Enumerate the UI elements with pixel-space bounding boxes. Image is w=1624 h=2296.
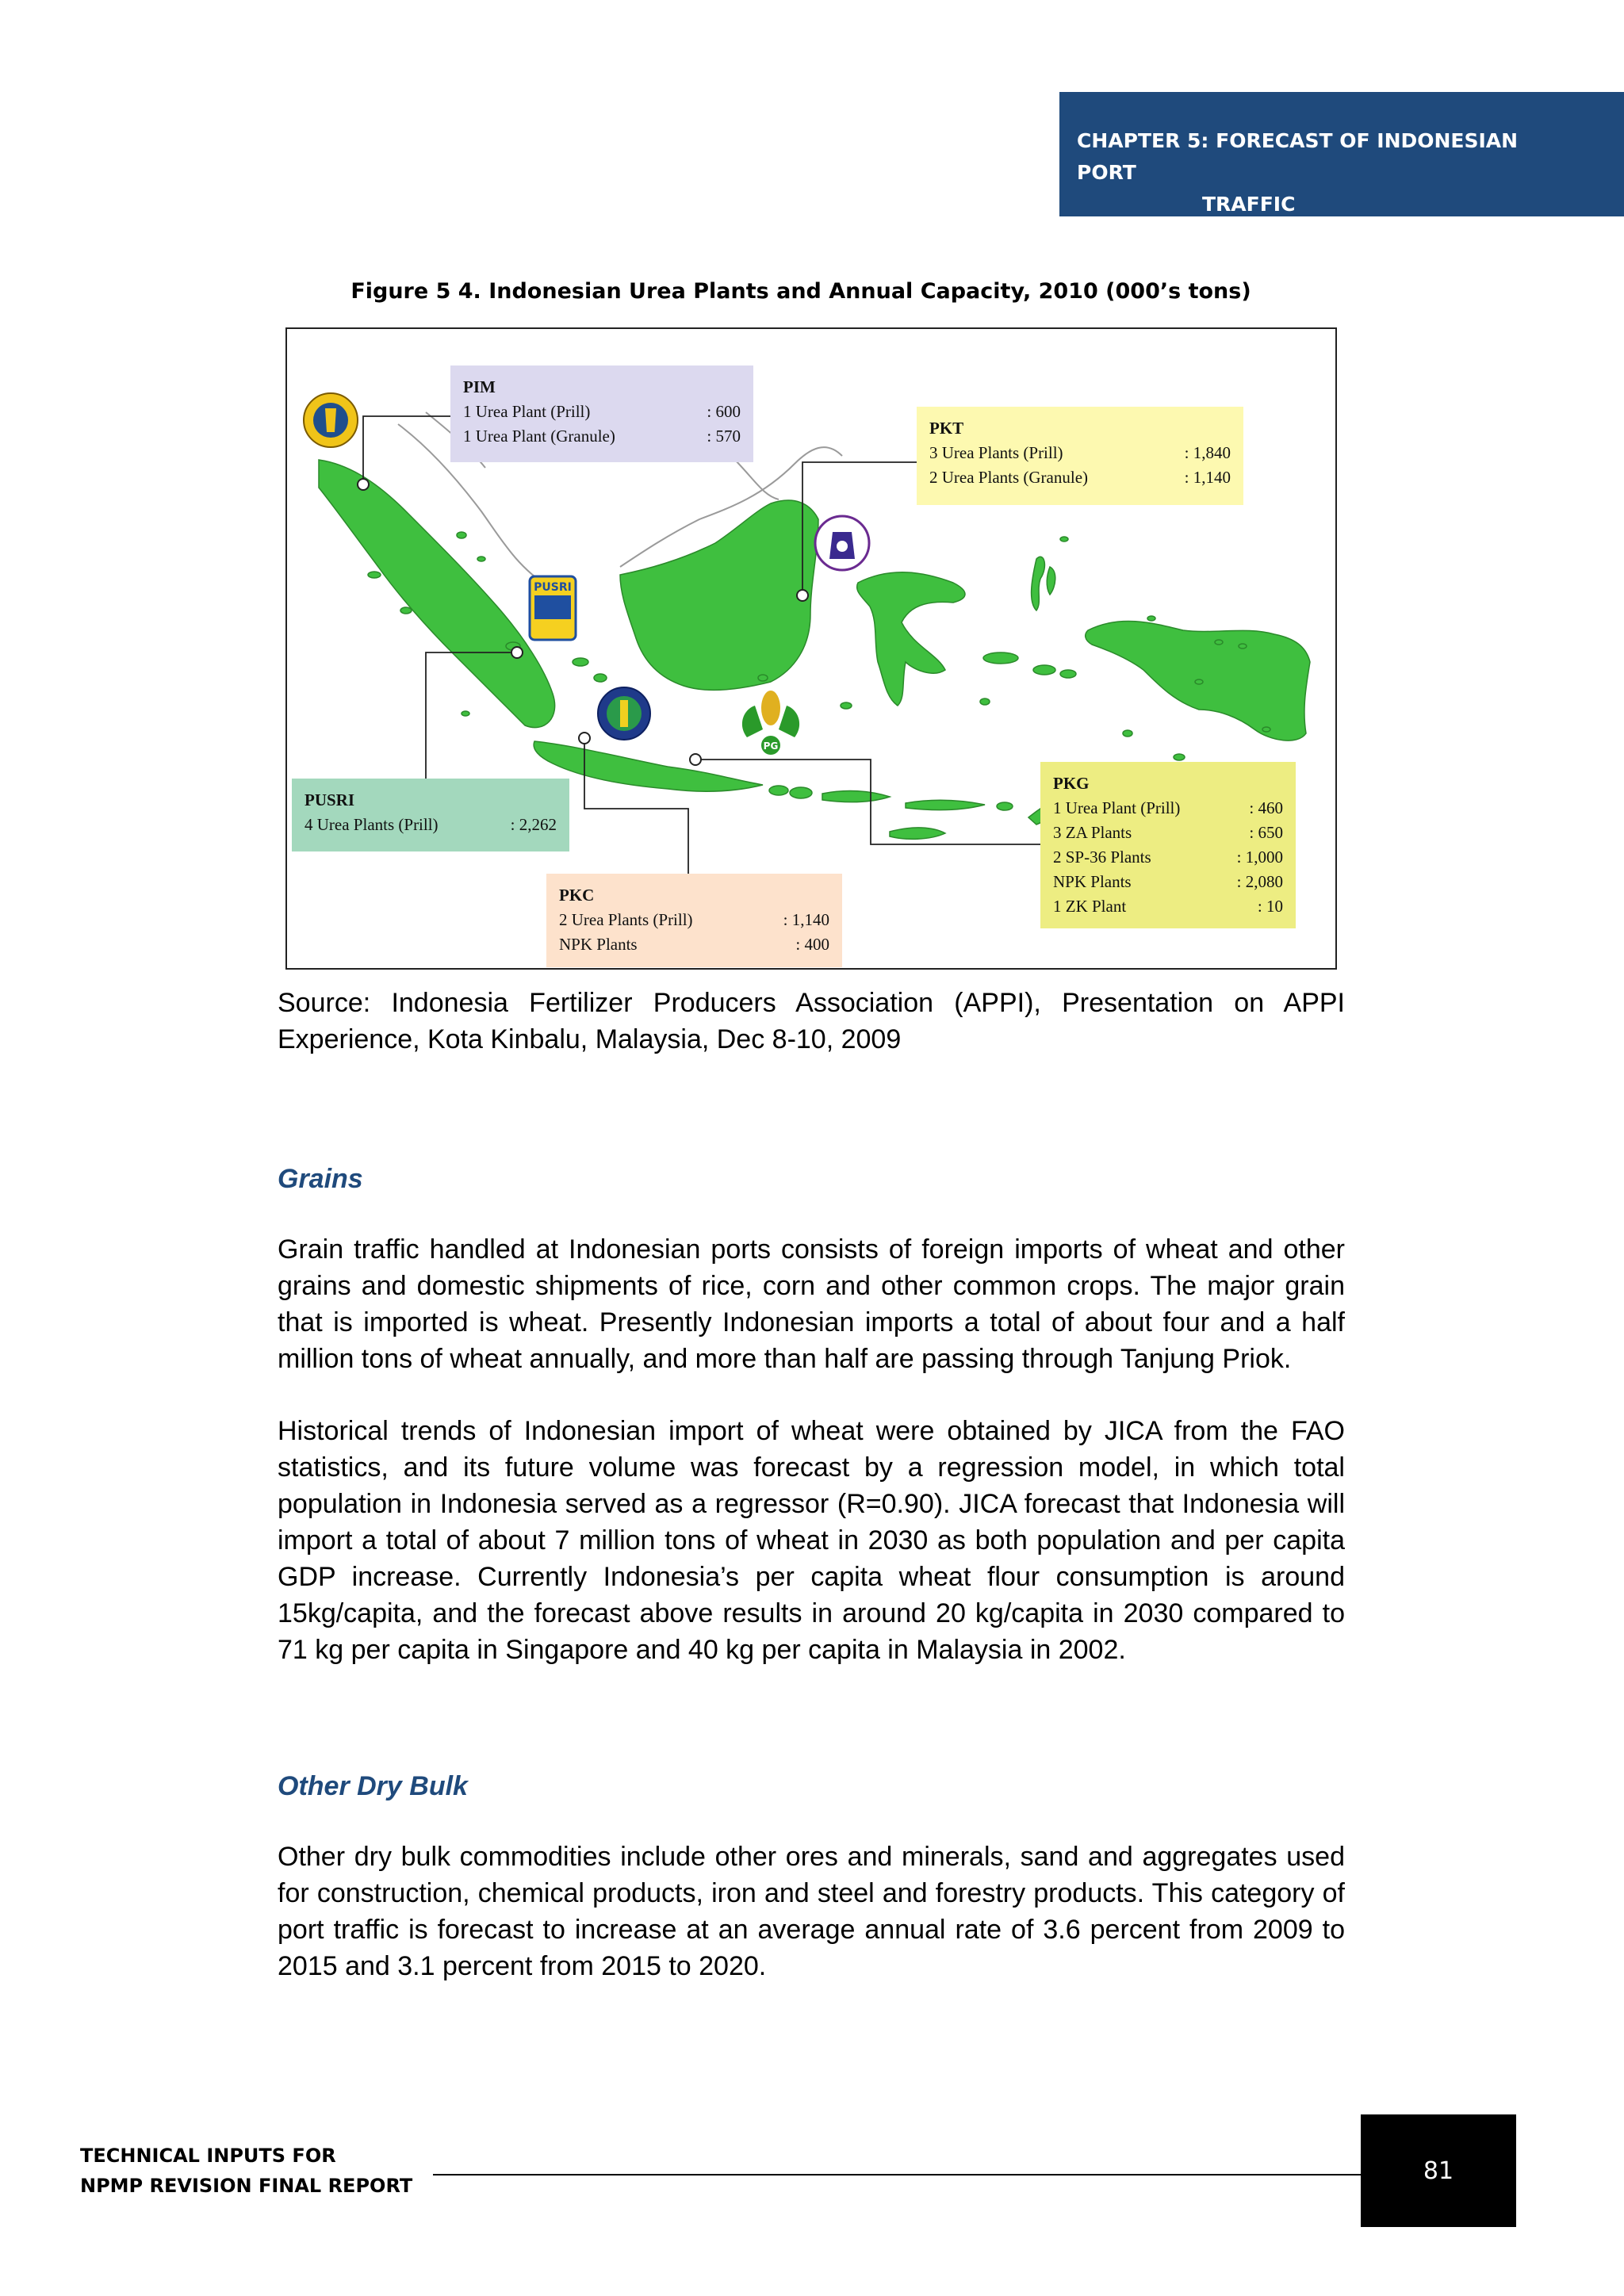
pkg-row-label: 2 SP-36 Plants — [1053, 848, 1151, 867]
kalimantan-island — [620, 500, 818, 690]
pkc-row — [559, 932, 829, 957]
pkc-row-value: : 400 — [795, 935, 829, 954]
pim-row-label: 1 Urea Plant (Granule) — [463, 427, 615, 446]
page-number: 81 — [1423, 2156, 1454, 2185]
pkg-row-label: 3 ZA Plants — [1053, 823, 1132, 842]
grains-paragraph-2: Historical trends of Indonesian import of wheat were obtained by JICA from the FAO statistics, and its future volume was forecast by a regression model, in which total population in Indonesia served as a regressor (R=0.90). JICA forecast that Indonesia will import a total of about 7 million tons of wheat in 2030 as both population and per capita GDP increase. Currently Indonesia’s per capita wheat flour consumption is around 15kg/capita, and the forecast above results in around 20 kg/capita in 2030 compared to 71 kg per capita in Singapore and 40 kg per capita in Malaysia in 2002. — [278, 1416, 1345, 1665]
footer-line2: NPMP REVISION FINAL REPORT — [80, 2175, 413, 2197]
pkt-row-label: 3 Urea Plants (Prill) — [929, 443, 1063, 462]
source-line2: Experience, Kota Kinbalu, Malaysia, Dec 8-10, 2009 — [278, 1024, 902, 1054]
chapter-title-line2: TRAFFIC — [1202, 193, 1296, 216]
pkg-row — [1053, 845, 1283, 870]
footer-line1: TECHNICAL INPUTS FOR — [80, 2145, 336, 2167]
pusri-info-box — [292, 779, 569, 851]
pkc-row-value: : 1,140 — [783, 910, 829, 929]
pusri-row-value: : 2,262 — [510, 815, 557, 834]
pim-row-label: 1 Urea Plant (Prill) — [463, 402, 591, 421]
source-line1: Source: Indonesia Fertilizer Producers Association (APPI), Presentation on APPI — [278, 988, 1345, 1018]
pkg-info-box — [1040, 762, 1296, 928]
pim-row — [463, 424, 741, 449]
pim-logo — [304, 393, 358, 447]
pkg-row — [1053, 796, 1283, 821]
footer-report-title — [80, 2141, 412, 2201]
pkc-logo — [598, 687, 650, 740]
pkg-logo — [742, 691, 799, 755]
pusri-marker — [511, 647, 523, 658]
pkt-logo — [815, 516, 869, 570]
footer-rule — [433, 2174, 1361, 2175]
pusri-logo — [530, 576, 576, 640]
grains-paragraph-1: Grain traffic handled at Indonesian ports consists of foreign imports of wheat and other grains and domestic shipments of rice, corn and other common crops. The major grain that is imported is wheat. Presently Indonesian imports a total of about four and a half million tons of wheat annually, and more than half are passing through Tanjung Priok. — [278, 1234, 1345, 1374]
pkc-name: PKC — [559, 886, 595, 905]
pkc-marker — [579, 733, 590, 744]
pkt-info-box — [917, 407, 1243, 505]
pkg-row-value: : 10 — [1257, 897, 1283, 916]
pkc-row-label: NPK Plants — [559, 935, 638, 954]
pkg-row-label: 1 Urea Plant (Prill) — [1053, 798, 1181, 817]
pusri-logo-text: PUSRI — [534, 581, 572, 594]
pkg-row-value: : 650 — [1249, 823, 1283, 842]
pkt-row — [929, 441, 1231, 465]
chapter-header-tab — [1059, 92, 1624, 216]
page-number-box — [1361, 2114, 1516, 2227]
sumatra-island — [319, 460, 555, 728]
pkc-row — [559, 908, 829, 932]
pim-name: PIM — [463, 377, 496, 396]
pkt-name: PKT — [929, 419, 964, 438]
pkg-name: PKG — [1053, 774, 1090, 793]
pusri-name: PUSRI — [304, 790, 355, 809]
figure-title: Figure 5 4. Indonesian Urea Plants and Annual Capacity, 2010 (000’s tons) — [350, 279, 1251, 304]
pim-row-value: : 600 — [707, 402, 741, 421]
figure-source — [278, 985, 1345, 1058]
pkg-row — [1053, 894, 1283, 919]
pkg-marker — [690, 754, 701, 765]
pkt-row-value: : 1,140 — [1184, 468, 1231, 487]
chapter-title-line1: CHAPTER 5: FORECAST OF INDONESIAN PORT — [1077, 129, 1519, 184]
pusri-row-label: 4 Urea Plants (Prill) — [304, 815, 439, 834]
pkc-row-label: 2 Urea Plants (Prill) — [559, 910, 693, 929]
pkg-row-value: : 1,000 — [1236, 848, 1283, 867]
pkt-marker — [797, 590, 808, 601]
pusri-row — [304, 813, 557, 837]
other-dry-bulk-paragraph: Other dry bulk commodities include other ores and minerals, sand and aggregates used for construction, chemical products, iron and steel and forestry products. This category of port traffic is forecast to increase at an average annual rate of 3.6 percent from 2009 to 2015 and 3.1 percent from 2015 to 2020. — [278, 1842, 1345, 1981]
pkt-row-label: 2 Urea Plants (Granule) — [929, 468, 1089, 487]
pim-info-box — [450, 365, 753, 462]
figure-map — [285, 327, 1337, 970]
pkg-row-label: 1 ZK Plant — [1053, 897, 1127, 916]
other-dry-bulk-heading: Other Dry Bulk — [278, 1771, 468, 1801]
pkg-row-value: : 460 — [1249, 798, 1283, 817]
pim-marker — [358, 479, 369, 490]
sulawesi-island — [857, 572, 965, 706]
pkc-info-box — [546, 874, 842, 967]
pkg-row — [1053, 821, 1283, 845]
pkg-row-label: NPK Plants — [1053, 872, 1132, 891]
pkg-row-value: : 2,080 — [1236, 872, 1283, 891]
pkg-row — [1053, 870, 1283, 894]
pim-row — [463, 400, 741, 424]
pkt-row — [929, 465, 1231, 490]
pg-logo-text: PG — [763, 740, 779, 752]
pim-row-value: : 570 — [707, 427, 741, 446]
grains-heading: Grains — [278, 1164, 363, 1194]
pkt-row-value: : 1,840 — [1184, 443, 1231, 462]
